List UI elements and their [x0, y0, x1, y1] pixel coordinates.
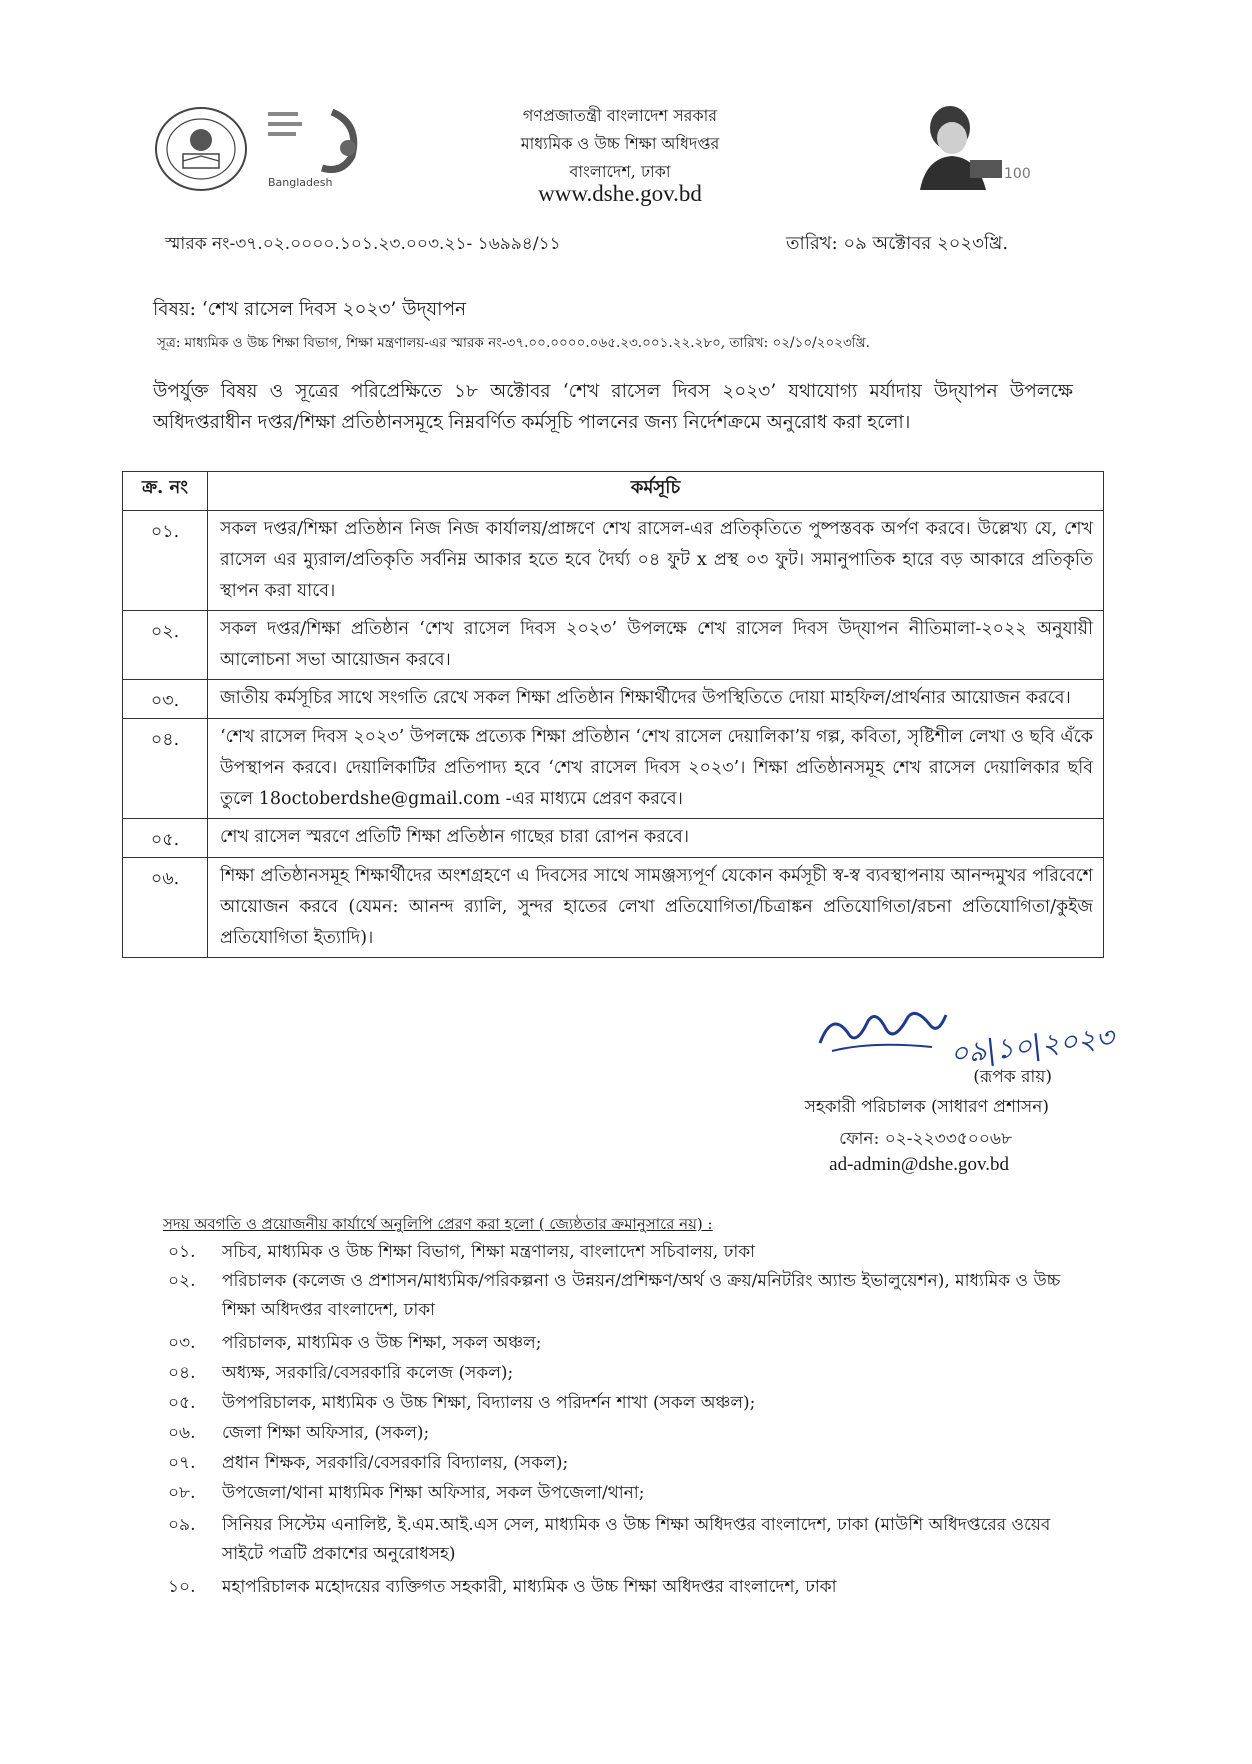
- row-serial: ০৪.: [123, 719, 208, 819]
- cc-text: উপজেলা/থানা মাধ্যমিক শিক্ষা অফিসার, সকল উপজেলা/থানা;: [222, 1483, 645, 1503]
- table-row: [123, 819, 1104, 858]
- list-item: [168, 1511, 1088, 1569]
- cc-number: ০৪.: [168, 1363, 196, 1383]
- subject: বিষয়: ‘শেখ রাসেল দিবস ২০২৩’ উদ্‌যাপন: [153, 299, 467, 320]
- reference: সূত্র: মাধ্যমিক ও উচ্চ শিক্ষা বিভাগ, শিক্ষা মন্ত্রণালয়-এর স্মারক নং-৩৭.০০.০০০০.০৬৫.২৩.০০১.২২.২৮০, তারিখ: ০২/১০/২০২৩খ্রি.: [157, 335, 870, 351]
- signatory-phone: ফোন: ০২-২২৩৩৫০০৬৮: [839, 1129, 1012, 1149]
- list-item: [168, 1449, 1088, 1478]
- cc-text: উপপরিচালক, মাধ্যমিক ও উচ্চ শিক্ষা, বিদ্যালয় ও পরিদর্শন শাখা (সকল অঞ্চল);: [222, 1393, 756, 1413]
- memo-date: তারিখ: ০৯ অক্টোবর ২০২৩খ্রি.: [786, 233, 1009, 254]
- cc-text: সিনিয়র সিস্টেম এনালিষ্ট, ই.এম.আই.এস সেল, মাধ্যমিক ও উচ্চ শিক্ষা অধিদপ্তর বাংলাদেশ, ঢাকা (মাউশি অধিদপ্তরের ওয়েব সাইটে পত্রটি প্রকাশের অনুরোধসহ): [222, 1515, 1051, 1564]
- cc-number: ০৬.: [168, 1423, 196, 1443]
- cc-text: সচিব, মাধ্যমিক ও উচ্চ শিক্ষা বিভাগ, শিক্ষা মন্ত্রণালয়, বাংলাদেশ সচিবালয়, ঢাকা: [222, 1242, 756, 1262]
- svg-text:100: 100: [1004, 166, 1031, 182]
- row-text: সকল দপ্তর/শিক্ষা প্রতিষ্ঠান নিজ নিজ কার্যালয়/প্রাঙ্গণে শেখ রাসেল-এর প্রতিকৃতিতে পুষ্পস্তবক অর্পণ করবে। উল্লেখ্য যে, শেখ রাসেল এর ম্যুরাল/প্রতিকৃতি সর্বনিম্ন আকার হতে হবে দৈর্ঘ্য ০৪ ফুট x প্রস্থ ০৩ ফুট। সমানুপাতিক হারে বড় আকারে প্রতিকৃতি স্থাপন করা যাবে।: [208, 511, 1104, 611]
- cc-heading: সদয় অবগতি ও প্রয়োজনীয় কার্যার্থে অনুলিপি প্রেরণ করা হলো ( জ্যেষ্ঠতার ক্রমানুসারে নয়) :: [163, 1215, 713, 1233]
- cc-text: প্রধান শিক্ষক, সরকারি/বেসরকারি বিদ্যালয়, (সকল);: [222, 1453, 569, 1473]
- list-item: [168, 1329, 1088, 1358]
- cc-text: পরিচালক, মাধ্যমিক ও উচ্চ শিক্ষা, সকল অঞ্চল;: [222, 1333, 542, 1353]
- memo-number: স্মারক নং-৩৭.০২.০০০০.১০১.২৩.০০৩.২১- ১৬৯৯৪/১১: [165, 234, 561, 254]
- govt-name: গণপ্রজাতন্ত্রী বাংলাদেশ সরকার: [522, 106, 718, 125]
- row-serial: ০৩.: [123, 680, 208, 719]
- row-serial: ০২.: [123, 611, 208, 680]
- logo-caption: Bangladesh: [268, 176, 333, 189]
- program-table: [122, 471, 1104, 958]
- location: বাংলাদেশ, ঢাকা: [569, 162, 671, 181]
- cc-text: জেলা শিক্ষা অফিসার, (সকল);: [222, 1423, 430, 1443]
- cc-number: ০২.: [168, 1271, 196, 1291]
- cc-text: পরিচালক (কলেজ ও প্রশাসন/মাধ্যমিক/পরিকল্পনা ও উন্নয়ন/প্রশিক্ষণ/অর্থ ও ক্রয়/মনিটরিং অ্যান্ড ইভালুয়েশন), মাধ্যমিক ও উচ্চ শিক্ষা অধিদপ্তর বাংলাদেশ, ঢাকা: [222, 1271, 1061, 1320]
- cc-number: ০৯.: [168, 1515, 196, 1535]
- row-serial: ০৫.: [123, 819, 208, 858]
- table-row: [123, 611, 1104, 680]
- list-item: [168, 1389, 1088, 1418]
- intro-paragraph: উপর্যুক্ত বিষয় ও সূত্রের পরিপ্রেক্ষিতে ১৮ অক্টোবর ‘শেখ রাসেল দিবস ২০২৩’ যথাযোগ্য মর্যাদায় উদ্‌যাপন উপলক্ষে অধিদপ্তরাধীন দপ্তর/শিক্ষা প্রতিষ্ঠানসমূহে নিম্নবর্ণিত কর্মসূচি পালনের জন্য নির্দেশক্রমে অনুরোধ করা হলো।: [153, 381, 1073, 433]
- row-serial: ০৬.: [123, 858, 208, 958]
- cc-number: ০৩.: [168, 1333, 196, 1353]
- table-row: [123, 680, 1104, 719]
- signatory-designation: সহকারী পরিচালক (সাধারণ প্রশাসন): [804, 1097, 1049, 1117]
- list-item: [168, 1479, 1088, 1508]
- row-text: শেখ রাসেল স্মরণে প্রতিটি শিক্ষা প্রতিষ্ঠান গাছের চারা রোপন করবে।: [208, 819, 1104, 858]
- cc-number: ০৮.: [168, 1483, 196, 1503]
- col-serial-header: ক্র. নং: [123, 472, 208, 511]
- cc-text: অধ্যক্ষ, সরকারি/বেসরকারি কলেজ (সকল);: [222, 1363, 514, 1383]
- row-serial: ০১.: [123, 511, 208, 611]
- table-row: [123, 858, 1104, 958]
- list-item: [168, 1419, 1088, 1448]
- row-text: সকল দপ্তর/শিক্ষা প্রতিষ্ঠান ‘শেখ রাসেল দিবস ২০২৩’ উপলক্ষে শেখ রাসেল দিবস উদ্‌যাপন নীতিমালা-২০২২ অনুযায়ী আলোচনা সভা আয়োজন করবে।: [208, 611, 1104, 680]
- mujib-portrait-logo: [906, 98, 1031, 194]
- table-header-row: [123, 472, 1104, 511]
- cc-number: ০৭.: [168, 1453, 196, 1473]
- list-item: [168, 1238, 1088, 1267]
- table-row: [123, 719, 1104, 819]
- dshe-seal-logo: [153, 106, 249, 192]
- directorate-name: মাধ্যমিক ও উচ্চ শিক্ষা অধিদপ্তর: [520, 134, 720, 153]
- mujib-borsho-bangladesh-logo: [262, 104, 374, 176]
- row-text: জাতীয় কর্মসূচির সাথে সংগতি রেখে সকল শিক্ষা প্রতিষ্ঠান শিক্ষার্থীদের উপস্থিতিতে দোয়া মাহফিল/প্রার্থনার আয়োজন করবে।: [208, 680, 1104, 719]
- cc-number: ০১.: [168, 1242, 196, 1262]
- cc-number: ১০.: [168, 1577, 196, 1597]
- handwritten-signature: [812, 1003, 952, 1063]
- cc-number: ০৫.: [168, 1393, 196, 1413]
- list-item: [168, 1573, 1088, 1602]
- table-row: [123, 511, 1104, 611]
- row-text: শিক্ষা প্রতিষ্ঠানসমূহ শিক্ষার্থীদের অংশগ্রহণে এ দিবসের সাথে সামঞ্জস্যপূর্ণ যেকোন কর্মসূচী স্ব-স্ব ব্যবস্থাপনায় আনন্দমুখর পরিবেশে আয়োজন করবে (যেমন: আনন্দ র‍্যালি, সুন্দর হাতের লেখা প্রতিযোগিতা/চিত্রাঙ্কন প্রতিযোগিতা/রচনা প্রতিযোগিতা/কুইজ প্রতিযোগিতা ইত্যাদি)।: [208, 858, 1104, 958]
- website-url: www.dshe.gov.bd: [538, 181, 702, 206]
- list-item: [168, 1267, 1088, 1325]
- signatory-email: ad-admin@dshe.gov.bd: [829, 1154, 1009, 1175]
- handwritten-date: ০৯|১০|২০২৩: [948, 1020, 1116, 1071]
- cc-text: মহাপরিচালক মহোদয়ের ব্যক্তিগত সহকারী, মাধ্যমিক ও উচ্চ শিক্ষা অধিদপ্তর বাংলাদেশ, ঢাকা: [222, 1577, 837, 1597]
- signatory-name: (রূপক রায়): [973, 1067, 1052, 1087]
- row-text: ‘শেখ রাসেল দিবস ২০২৩’ উপলক্ষে প্রত্যেক শিক্ষা প্রতিষ্ঠান ‘শেখ রাসেল দেয়ালিকা’য় গল্প, কবিতা, সৃষ্টিশীল লেখা ও ছবি এঁকে উপস্থাপন করবে। দেয়ালিকাটির প্রতিপাদ্য হবে ‘শেখ রাসেল দিবস ২০২৩’। শিক্ষা প্রতিষ্ঠানসমূহ শেখ রাসেল দেয়ালিকার ছবি তুলে 18octoberdshe@gmail.com -এর মাধ্যমে প্রেরণ করবে।: [208, 719, 1104, 819]
- col-program-header: কর্মসূচি: [208, 472, 1104, 511]
- list-item: [168, 1359, 1088, 1388]
